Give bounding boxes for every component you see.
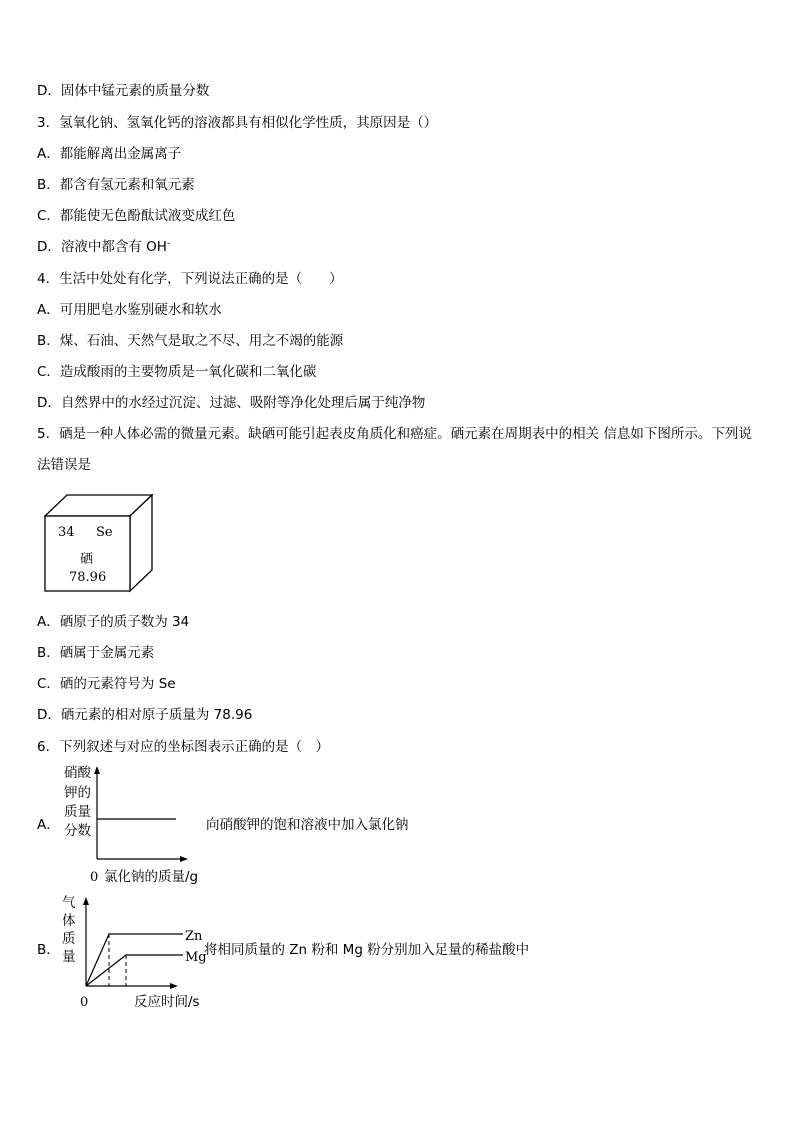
graph-b-ylabel-3: 质 — [62, 931, 76, 947]
element-box — [44, 494, 154, 594]
q3-option-d — [37, 238, 170, 256]
q3-option-b: B．都含有氢元素和氧元素 — [37, 177, 195, 193]
graph-b-xlabel: 反应时间/s — [134, 994, 200, 1010]
graph-b-line-zn — [86, 934, 183, 986]
graph-a-ylabel-4: 分数 — [64, 823, 91, 839]
graph-a-x-arrow — [180, 856, 188, 862]
graph-b-y-arrow — [83, 897, 89, 905]
graph-b-line-mg — [86, 955, 183, 986]
graph-b-ylabel-2: 体 — [62, 913, 76, 929]
q5-stem: 5．硒是一种人体必需的微量元素。缺硒可能引起表皮角质化和癌症。硒元素在周期表中的相关 信息如下图所示。下列说法错误是 — [37, 426, 752, 473]
graph-b-series-mg: Mg — [185, 950, 207, 965]
q6-option-b-graph — [56, 893, 216, 1013]
q4-option-a: A．可用肥皂水鉴别硬水和软水 — [37, 302, 222, 318]
q3-stem: 3．氢氧化钠、氢氧化钙的溶液都具有相似化学性质，其原因是（） — [37, 115, 438, 131]
element-symbol: Se — [96, 525, 113, 540]
element-atomic-mass: 78.96 — [69, 570, 107, 585]
q2-option-d: D．固体中锰元素的质量分数 — [37, 83, 210, 99]
graph-b-origin: 0 — [80, 995, 89, 1010]
q6-option-a-desc: 向硝酸钾的饱和溶液中加入氯化钠 — [206, 817, 409, 833]
graph-a-origin: 0 — [90, 870, 99, 885]
q6-stem: 6．下列叙述与对应的坐标图表示正确的是（ ） — [37, 739, 330, 755]
q3-option-d-text: D．溶液中都含有 OH — [37, 239, 167, 255]
q5-option-b: B．硒属于金属元素 — [37, 645, 155, 661]
q6-option-a-label: A． — [37, 817, 60, 833]
q4-option-d: D．自然界中的水经过沉淀、过滤、吸附等净化处理后属于纯净物 — [37, 395, 426, 411]
graph-a-y-arrow — [94, 766, 100, 774]
q4-option-c: C．造成酸雨的主要物质是一氧化碳和二氧化碳 — [37, 364, 317, 380]
q5-option-c: C．硒的元素符号为 Se — [37, 676, 176, 692]
graph-b-ylabel-4: 量 — [62, 949, 76, 965]
q4-stem: 4．生活中处处有化学，下列说法正确的是（ ） — [37, 271, 343, 287]
element-atomic-number: 34 — [58, 525, 75, 540]
element-name: 硒 — [80, 552, 94, 567]
graph-b-series-zn: Zn — [185, 929, 203, 944]
q3-option-a: A．都能解离出金属离子 — [37, 146, 182, 162]
graph-a-ylabel-3: 质量 — [64, 804, 91, 820]
q4-option-b: B．煤、石油、天然气是取之不尽、用之不竭的能源 — [37, 333, 344, 349]
q3-option-c: C．都能使无色酚酞试液变成红色 — [37, 208, 236, 224]
q6-option-b-desc: 将相同质量的 Zn 粉和 Mg 粉分别加入足量的稀盐酸中 — [204, 942, 530, 958]
q5-option-a: A．硒原子的质子数为 34 — [37, 614, 190, 630]
graph-b-ylabel-1: 气 — [62, 895, 76, 911]
q6-option-b-label: B． — [37, 942, 60, 958]
graph-a-xlabel: 氯化钠的质量/g — [104, 869, 199, 885]
q6-option-a-graph — [60, 762, 220, 890]
graph-a-ylabel-1: 硝酸 — [64, 765, 91, 781]
graph-b-x-arrow — [170, 983, 178, 989]
q5-option-d: D．硒元素的相对原子质量为 78.96 — [37, 707, 253, 723]
q3-option-d-superscript: - — [166, 238, 171, 249]
graph-a-ylabel-2: 钾的 — [64, 785, 91, 801]
